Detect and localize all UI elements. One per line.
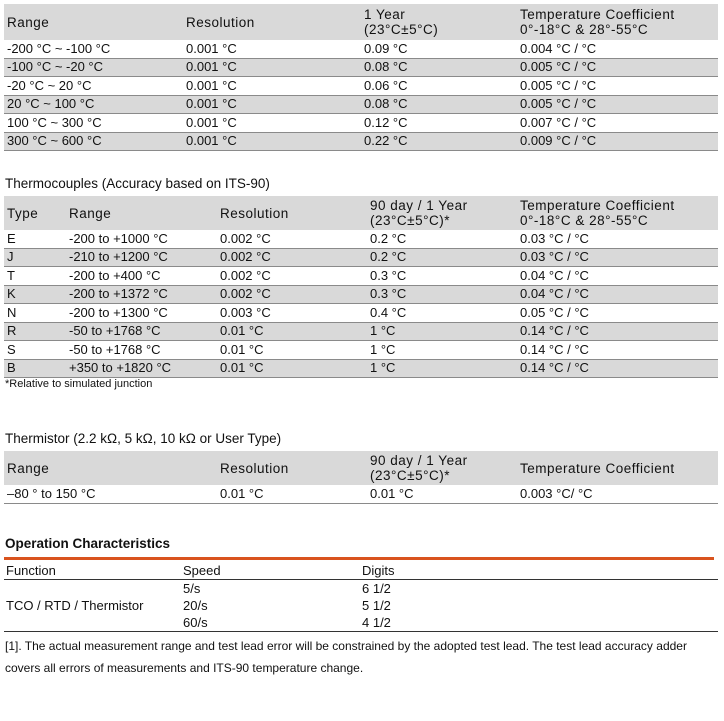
column-header: Temperature Coefficient 0°-18°C & 28°-55°C — [517, 4, 718, 40]
section-divider — [4, 557, 714, 560]
column-header: 1 Year (23°C±5°C) — [361, 4, 517, 40]
table-cell: 0.004 °C / °C — [517, 40, 718, 58]
thermocouple-note: *Relative to simulated junction — [5, 378, 153, 390]
table-cell: -100 °C ~ -20 °C — [4, 58, 183, 77]
rtd-spec-table — [4, 4, 718, 151]
table-row — [4, 230, 718, 248]
table-cell: 0.001 °C — [183, 40, 361, 58]
table-cell: 0.01 °C — [217, 322, 367, 341]
table-row — [4, 248, 718, 267]
table-cell: 1 °C — [367, 322, 517, 341]
table-row — [4, 341, 718, 360]
table-row — [4, 40, 718, 58]
table-cell: 0.05 °C / °C — [517, 304, 718, 323]
table-cell: 4 1/2 — [360, 614, 718, 632]
column-header: Speed — [181, 562, 360, 580]
table-cell: –80 ° to 150 °C — [4, 485, 217, 503]
column-header: Resolution — [217, 451, 367, 485]
table-cell: 0.01 °C — [367, 485, 517, 503]
column-header: Function — [4, 562, 181, 580]
table-cell: K — [4, 285, 66, 304]
table-row — [4, 485, 718, 503]
table-cell: -200 to +1300 °C — [66, 304, 217, 323]
table-cell: 0.08 °C — [361, 58, 517, 77]
table-cell: 0.22 °C — [361, 132, 517, 151]
table-cell: 0.001 °C — [183, 114, 361, 133]
table-cell: J — [4, 248, 66, 267]
table-cell: -200 to +1372 °C — [66, 285, 217, 304]
table-cell: -200 °C ~ -100 °C — [4, 40, 183, 58]
table-cell: 0.002 °C — [217, 248, 367, 267]
table-cell: 0.06 °C — [361, 77, 517, 96]
table-cell: 300 °C ~ 600 °C — [4, 132, 183, 151]
table-cell: 0.003 °C/ °C — [517, 485, 718, 503]
table-row — [4, 77, 718, 96]
table-cell: 0.01 °C — [217, 485, 367, 503]
column-header: Range — [4, 4, 183, 40]
table-cell: -210 to +1200 °C — [66, 248, 217, 267]
column-header: Resolution — [217, 196, 367, 230]
table-cell: 60/s — [181, 614, 360, 632]
column-header: Range — [4, 451, 217, 485]
table-row — [4, 267, 718, 286]
table-cell: E — [4, 230, 66, 248]
table-cell: 0.3 °C — [367, 267, 517, 286]
table-cell: 0.14 °C / °C — [517, 322, 718, 341]
table-cell: 0.03 °C / °C — [517, 248, 718, 267]
table-row — [4, 322, 718, 341]
table-cell: 0.002 °C — [217, 230, 367, 248]
table-cell: 0.007 °C / °C — [517, 114, 718, 133]
table-cell: 0.04 °C / °C — [517, 285, 718, 304]
column-header: Range — [66, 196, 217, 230]
table-cell: -200 to +1000 °C — [66, 230, 217, 248]
table-cell: 1 °C — [367, 359, 517, 378]
column-header: 90 day / 1 Year (23°C±5°C)* — [367, 196, 517, 230]
table-cell: 6 1/2 — [362, 580, 391, 596]
table-cell: 5 1/2 — [362, 597, 391, 613]
table-row — [4, 304, 718, 323]
table-cell: B — [4, 359, 66, 378]
table-cell: 0.001 °C — [183, 77, 361, 96]
table-row — [4, 359, 718, 378]
operation-table — [4, 562, 718, 632]
table-row — [4, 580, 718, 598]
table-cell: 0.01 °C — [217, 341, 367, 360]
thermistor-section-title: Thermistor (2.2 kΩ, 5 kΩ, 10 kΩ or User Type) — [5, 431, 282, 446]
column-header: 90 day / 1 Year (23°C±5°C)* — [367, 451, 517, 485]
table-cell: 0.08 °C — [361, 95, 517, 114]
table-cell: 0.005 °C / °C — [517, 58, 718, 77]
table-cell: 0.002 °C — [217, 285, 367, 304]
table-cell: 0.002 °C — [217, 267, 367, 286]
table-cell: 0.009 °C / °C — [517, 132, 718, 151]
function-cell: TCO / RTD / Thermistor — [4, 580, 181, 632]
table-cell: -200 to +400 °C — [66, 267, 217, 286]
table-cell: 5/s — [183, 580, 201, 596]
column-header: Temperature Coefficient 0°-18°C & 28°-55°C — [517, 196, 718, 230]
table-cell: 100 °C ~ 300 °C — [4, 114, 183, 133]
table-row — [4, 285, 718, 304]
table-cell: 0.14 °C / °C — [517, 359, 718, 378]
table-cell: 0.005 °C / °C — [517, 95, 718, 114]
table-cell: +350 to +1820 °C — [66, 359, 217, 378]
table-row — [4, 58, 718, 77]
table-cell: 0.005 °C / °C — [517, 77, 718, 96]
table-cell: R — [4, 322, 66, 341]
table-cell: 0.03 °C / °C — [517, 230, 718, 248]
thermocouple-section-title: Thermocouples (Accuracy based on ITS-90) — [5, 176, 270, 191]
footnote: [1]. The actual measurement range and test lead error will be constrained by the adopted test lead. The test lead accuracy adder covers all errors of measurements and ITS-90 temperature change. — [5, 639, 687, 675]
table-cell: 0.14 °C / °C — [517, 341, 718, 360]
table-cell: 0.2 °C — [367, 230, 517, 248]
table-cell: T — [4, 267, 66, 286]
table-cell: 0.2 °C — [367, 248, 517, 267]
table-cell: 0.3 °C — [367, 285, 517, 304]
column-header: Digits — [360, 562, 718, 580]
table-cell: -50 to +1768 °C — [66, 341, 217, 360]
table-row — [4, 132, 718, 151]
thermocouple-spec-table — [4, 196, 718, 378]
operation-section-title: Operation Characteristics — [5, 536, 171, 551]
thermistor-spec-table — [4, 451, 718, 504]
table-cell: 0.001 °C — [183, 58, 361, 77]
table-cell: 0.12 °C — [361, 114, 517, 133]
table-row — [4, 95, 718, 114]
table-cell: 0.09 °C — [361, 40, 517, 58]
column-header: Type — [4, 196, 66, 230]
table-cell: 1 °C — [367, 341, 517, 360]
table-cell: S — [4, 341, 66, 360]
table-cell: N — [4, 304, 66, 323]
table-cell: 20 °C ~ 100 °C — [4, 95, 183, 114]
table-cell: 0.4 °C — [367, 304, 517, 323]
table-cell: -50 to +1768 °C — [66, 322, 217, 341]
column-header: Resolution — [183, 4, 361, 40]
table-cell: 0.04 °C / °C — [517, 267, 718, 286]
table-cell: 20/s — [183, 597, 208, 613]
table-row — [4, 114, 718, 133]
column-header: Temperature Coefficient — [517, 451, 718, 485]
table-cell: 0.003 °C — [217, 304, 367, 323]
table-cell: -20 °C ~ 20 °C — [4, 77, 183, 96]
table-cell: 0.001 °C — [183, 95, 361, 114]
table-cell: 0.01 °C — [217, 359, 367, 378]
table-cell: 0.001 °C — [183, 132, 361, 151]
